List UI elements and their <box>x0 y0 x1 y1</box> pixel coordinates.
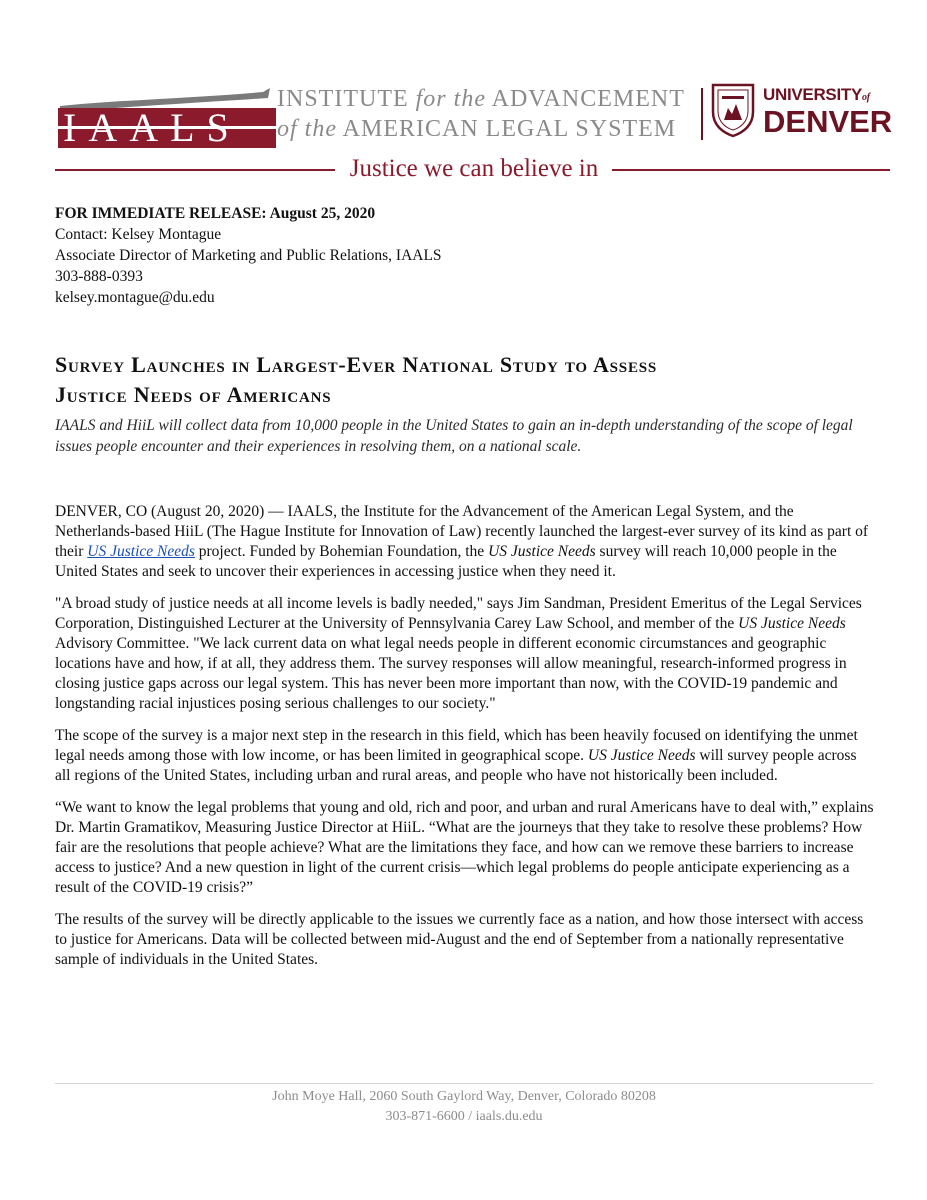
footer <box>55 1087 873 1127</box>
p1-text-a: DENVER, CO (August 20, 2020) — IAALS, the Institute for the Advancement of the American Legal System, and the Netherlands-based HiiL (The Hague Institute for Innovation of Law) recently launched the largest-ever survey of its kind as part of their <box>55 503 869 560</box>
du-crest-icon <box>710 82 756 138</box>
title-line-1: Survey Launches in Largest-Ever National Study to Assess <box>55 352 658 377</box>
p3-italic: US Justice Needs <box>587 747 696 764</box>
p1-text-b: project. Funded by Bohemian Foundation, the <box>194 543 489 560</box>
tagline-rule-left <box>55 169 335 171</box>
page-subtitle: IAALS and HiiL will collect data from 10,000 people in the United States to gain an in-depth understanding of the scope of legal issues people encounter and their experiences in resolving them, on a national scale. <box>55 417 853 455</box>
release-heading: FOR IMMEDIATE RELEASE: August 25, 2020 <box>55 205 376 222</box>
title-line-2: Justice Needs of Americans <box>55 382 332 407</box>
p2-italic: US Justice Needs <box>738 615 846 632</box>
inst-line1-b: for the <box>415 86 486 112</box>
denver-line: DENVER <box>763 104 893 139</box>
university-text: UNIVERSITY <box>763 85 863 104</box>
us-justice-needs-link[interactable]: US Justice Needs <box>87 543 195 560</box>
paragraph-3 <box>55 726 875 786</box>
p2-text-b: Advisory Committee. "We lack current data on what legal needs people in different economic circumstances and geographic locations have and how, if at all, they address them. The survey responses will allow meaningful, research-informed progress in closing justice gaps across our legal system. This has never been more important than now, with the COVID-19 pandemic and longstanding racial injustices posing serious challenges to our society." <box>55 635 847 712</box>
release-email: kelsey.montague@du.edu <box>55 289 215 306</box>
inst-line1-a: INSTITUTE <box>277 86 416 112</box>
p2-text-a: "A broad study of justice needs at all income levels is badly needed," says Jim Sandman, President Emeritus of the Legal Services Corporation, Distinguished Lecturer at the University of Pennsylvania Carey Law School, and member of the <box>55 595 862 632</box>
page-title <box>55 350 875 410</box>
release-contact: Contact: Kelsey Montague <box>55 226 222 243</box>
header-divider <box>701 88 703 140</box>
release-info <box>55 203 875 308</box>
inst-line1-c: ADVANCEMENT <box>485 86 685 112</box>
logo-letters: IAALS <box>63 105 241 150</box>
paragraph-2 <box>55 594 875 714</box>
paragraph-1 <box>55 502 875 582</box>
p3-text-b: will survey people across all regions of the United States, including urban and rural areas, and people who have not historically been included. <box>55 747 857 784</box>
footer-divider <box>55 1083 873 1084</box>
tagline-rule-right <box>612 169 890 171</box>
release-phone: 303-888-0393 <box>55 268 143 285</box>
paragraph-4: “We want to know the legal problems that young and old, rich and poor, and urban and rural Americans have to deal with,” explains Dr. Martin Gramatikov, Measuring Justice Director at HiiL. “What are the journeys that they take to resolve these problems? How fair are the resolutions that people achieve? What are the limitations they face, and how can we remove these barriers to increase access to justice? And a new question in light of the current crisis—which legal problems do people anticipate experiencing as a result of the COVID-19 crisis?” <box>55 799 874 896</box>
letterhead <box>55 70 893 190</box>
institute-name-line2 <box>277 114 697 144</box>
tagline: Justice we can believe in <box>349 155 599 182</box>
release-role: Associate Director of Marketing and Public Relations, IAALS <box>55 247 442 264</box>
institute-name-line1 <box>277 84 697 114</box>
paragraph-5: The results of the survey will be directly applicable to the issues we currently face as a nation, and how those intersect with access to justice for Americans. Data will be collected between mid-August and the end of September from a nationally representative sample of individuals in the United States. <box>55 911 864 968</box>
institute-name <box>277 84 697 144</box>
university-of: of <box>862 92 870 103</box>
p3-text-a: The scope of the survey is a major next step in the research in this field, which has been heavily focused on identifying the unmet legal needs among those with low income, or has been limited in geographical scope. <box>55 727 858 764</box>
article-body <box>55 502 875 982</box>
du-wordmark <box>763 86 893 137</box>
inst-line2-b: AMERICAN LEGAL SYSTEM <box>337 116 677 142</box>
p1-text-c: survey will reach 10,000 people in the United States and seek to uncover their experiences in accessing justice when they need it. <box>55 543 837 580</box>
inst-line2-a: of the <box>277 116 337 142</box>
p1-italic: US Justice Needs <box>488 543 596 560</box>
tagline-row <box>55 154 890 184</box>
footer-contact: 303-871-6600 / iaals.du.edu <box>385 1109 543 1124</box>
footer-address: John Moye Hall, 2060 South Gaylord Way, Denver, Colorado 80208 <box>272 1089 656 1104</box>
